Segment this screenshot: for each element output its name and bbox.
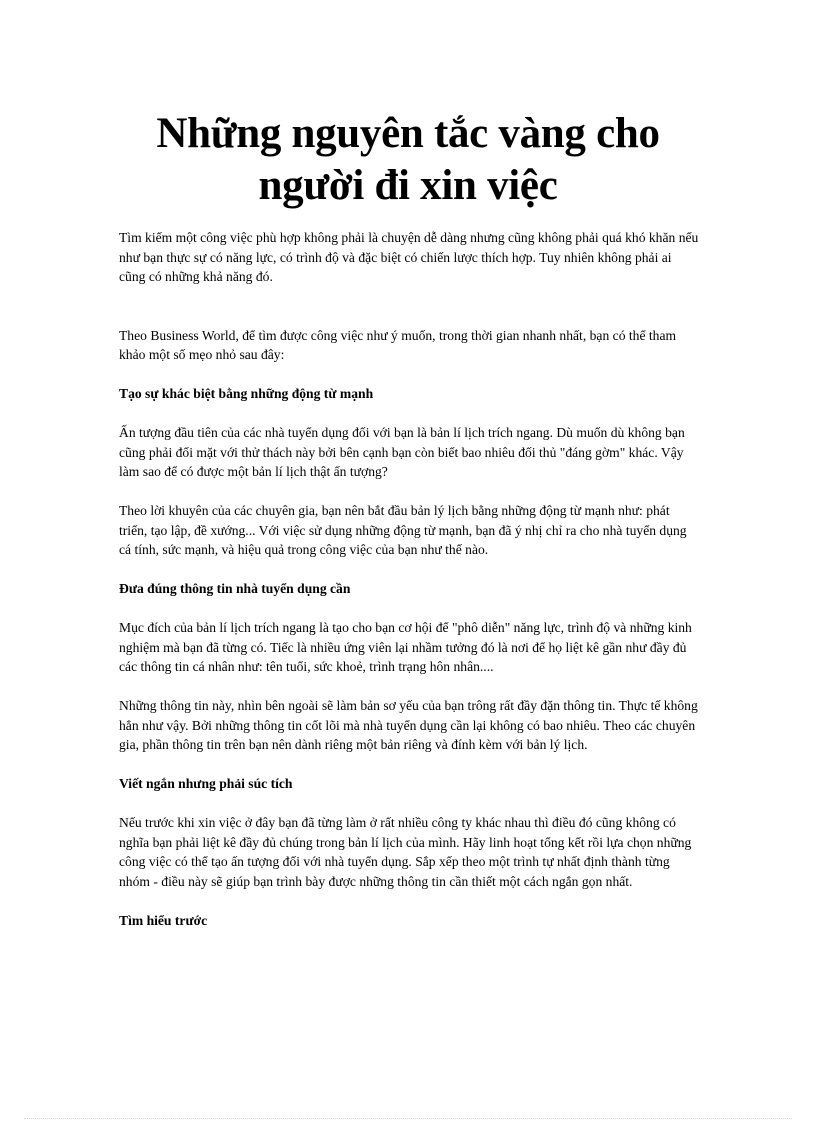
- section-paragraph: Ấn tượng đầu tiên của các nhà tuyển dụng đối với bạn là bản lí lịch trích ngang. Dù muốn dù không bạn cũng phải đối mặt với thử thách này bởi bên cạnh bạn còn biết bao nhiêu đối thủ "đáng gờm" khác. Vậy làm sao để có được một bản lí lịch thật ấn tượng?: [119, 425, 685, 479]
- section-heading-concise: Viết ngắn nhưng phải súc tích: [119, 776, 293, 791]
- section-heading-right-info: Đưa đúng thông tin nhà tuyển dụng cần: [119, 581, 351, 596]
- document-body: [119, 228, 699, 930]
- section-paragraph: Nếu trước khi xin việc ở đây bạn đã từng làm ở rất nhiều công ty khác nhau thì điều đó cũng không có nghĩa bạn phải liệt kê đầy đủ chúng trong bản lí lịch của mình. Hãy linh hoạt tổng kết rồi lựa chọn những công việc có thể tạo ấn tượng đối với nhà tuyển dụng. Sắp xếp theo một trình tự nhất định thành từng nhóm - điều này sẽ giúp bạn trình bày được những thông tin cần thiết một cách ngắn gọn nhất.: [119, 815, 692, 889]
- section-paragraph: Theo lời khuyên của các chuyên gia, bạn nên bắt đầu bản lý lịch bằng những động từ mạnh như: phát triển, tạo lập, đề xướng... Với việc sử dụng những động từ mạnh, bạn đã ý nhị chỉ ra cho nhà tuyển dụng cá tính, sức mạnh, và hiệu quả trong công việc của bạn như thế nào.: [119, 503, 687, 557]
- section-heading-research: Tìm hiểu trước: [119, 912, 208, 928]
- lead-paragraph: Theo Business World, để tìm được công việc như ý muốn, trong thời gian nhanh nhất, bạn có thể tham khảo một số mẹo nhỏ sau đây:: [119, 327, 677, 362]
- document-title: Những nguyên tắc vàng cho người đi xin việc: [156, 110, 660, 209]
- section-paragraph: Những thông tin này, nhìn bên ngoài sẽ làm bản sơ yếu của bạn trông rất đầy đặn thông tin. Thực tế không hẳn như vậy. Bởi những thông tin cốt lõi mà nhà tuyển dụng cần lại không có bao nhiêu. Theo các chuyên gia, phần thông tin trên bạn nên dành riêng một bản riêng và đính kèm với bản lý lịch.: [119, 698, 698, 752]
- intro-paragraph: Tìm kiếm một công việc phù hợp không phải là chuyện dễ dàng nhưng cũng không phải quá khó khăn nếu như bạn thực sự có năng lực, có trình độ và đặc biệt có chiến lược thích hợp. Tuy nhiên không phải ai cũng có những khả năng đó.: [119, 230, 699, 284]
- section-paragraph: Mục đích của bản lí lịch trích ngang là tạo cho bạn cơ hội để "phô diễn" năng lực, trình độ và những kinh nghiệm mà bạn đã từng có. Tiếc là nhiều ứng viên lại nhầm tưởng đó là nơi để họ liệt kê gần như đầy đủ các thông tin cá nhân như: tên tuổi, sức khoẻ, trình trạng hôn nhân....: [119, 620, 692, 674]
- section-heading-strong-verbs: Tạo sự khác biệt bằng những động từ mạnh: [119, 386, 374, 401]
- page-bottom-divider: [24, 1118, 792, 1119]
